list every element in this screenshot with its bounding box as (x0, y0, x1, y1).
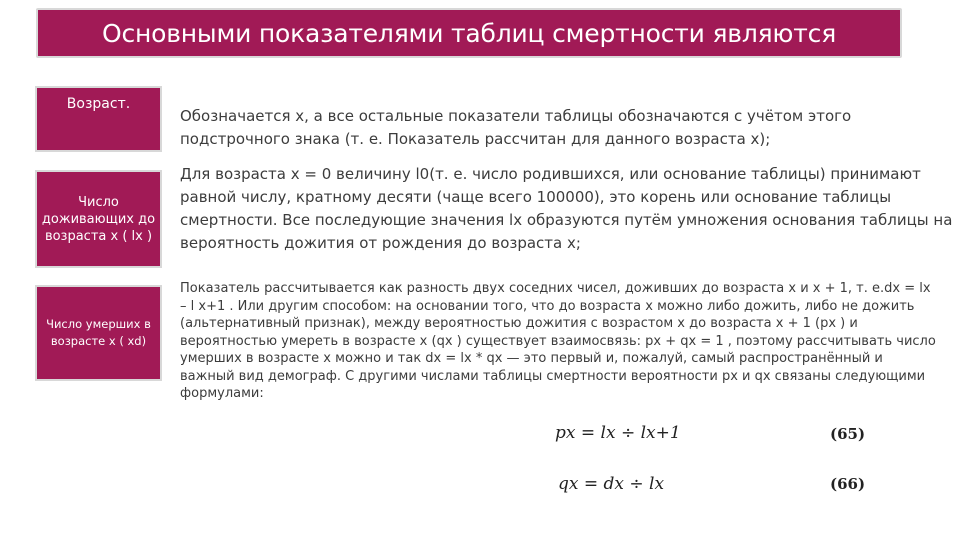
description-deaths-dx: Показатель рассчитывается как разность двух соседних чисел, доживших до возраста x и x + 1, т. е.dx = lx – l x+1 . Или другим способом: на основании того, что до возраста x можно либо дожить, либо не дожить (альтернативный признак), между вероятностью дожития с возрастом x до возраста x + 1 (px ) и вероятностью умереть в возрасте x (qx ) существует взаимосвязь: px + qx = 1 , поэтому рассчитывать число умерших в возрасте x можно и так dx = lx * qx — это первый и, пожалуй, самый распространённый и важный вид демограф. С другими числами таблицы смертности вероятности px и qx связаны следующими формулами: (180, 281, 936, 401)
title-banner (36, 8, 902, 58)
formula-qx: qx = dx ÷ lx (558, 474, 665, 494)
label-age: Возраст. (35, 86, 162, 152)
description-age: Обозначается x, а все остальные показатели таблицы обозначаются с учётом этого подстрочного знака (т. е. Показатель рассчитан для данного возраста x); (180, 107, 852, 148)
page-title: Основными показателями таблиц смертности являются (101, 19, 837, 48)
formula-number-65: (65) (830, 425, 866, 443)
formula-px: px = lx ÷ lx+1 (555, 423, 681, 443)
label-deaths-dx: Число умерших в возрасте x ( xd) (35, 285, 162, 381)
formula-number-66: (66) (830, 475, 866, 493)
description-survivors-lx: Для возраста x = 0 величину l0(т. е. число родившихся, или основание таблицы) принимают равной числу, кратному десяти (чаще всего 100000), это корень или основание таблицы смертности. Все последующие значения lx образуются путём умножения основания таблицы на вероятность дожития от рождения до возраста x; (180, 165, 953, 252)
label-survivors-lx: Число доживающих до возраста x ( lx ) (35, 170, 162, 268)
